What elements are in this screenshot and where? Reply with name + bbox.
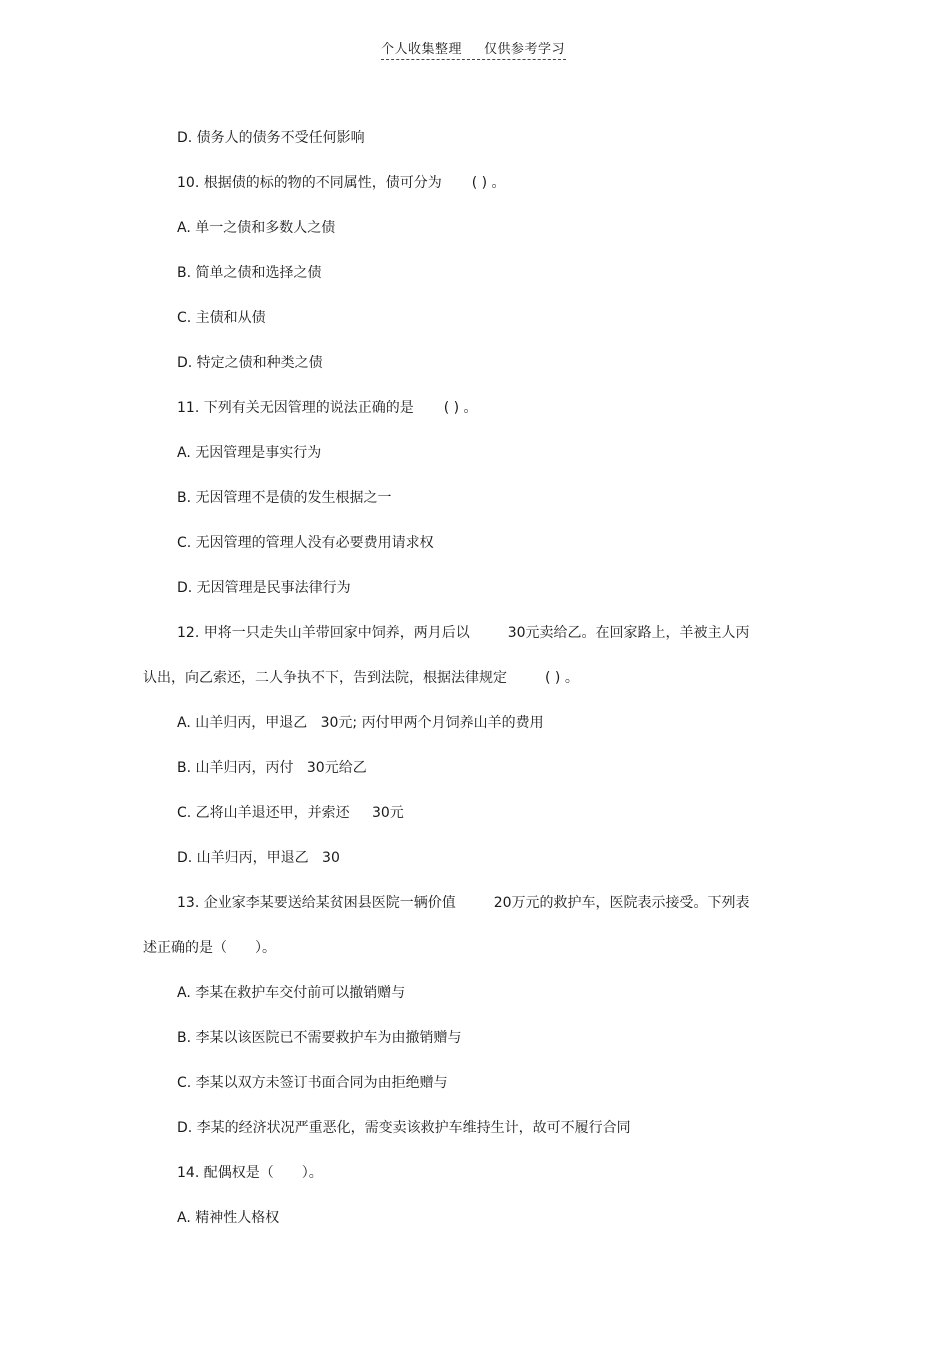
option-13d: D. 李某的经济状况严重恶化，需变卖该救护车维持生计，故可不履行合同 xyxy=(177,1120,631,1136)
option-10c: C. 主债和从债 xyxy=(177,310,266,326)
option-12c: C. 乙将山羊退还甲，并索还 30元 xyxy=(177,805,404,821)
option-10b: B. 简单之债和选择之债 xyxy=(177,265,322,281)
question-13-line2: 述正确的是（ ）。 xyxy=(143,940,276,956)
question-12-line2: 认出，向乙索还，二人争执不下，告到法院，根据法律规定 ( ) 。 xyxy=(143,670,579,686)
page-header xyxy=(381,38,566,60)
option-12a: A. 山羊归丙，甲退乙 30元; 丙付甲两个月饲养山羊的费用 xyxy=(177,715,544,731)
option-10a: A. 单一之债和多数人之债 xyxy=(177,220,336,236)
option-14a: A. 精神性人格权 xyxy=(177,1210,280,1226)
option-13b: B. 李某以该医院已不需要救护车为由撤销赠与 xyxy=(177,1030,462,1046)
question-13-line1: 13. 企业家李某要送给某贫困县医院一辆价值 20万元的救护车，医院表示接受。下列表 xyxy=(177,895,750,911)
option-11a: A. 无因管理是事实行为 xyxy=(177,445,322,461)
question-10: 10. 根据债的标的物的不同属性，债可分为 ( ) 。 xyxy=(177,175,506,191)
option-13c: C. 李某以双方未签订书面合同为由拒绝赠与 xyxy=(177,1075,448,1091)
option-12b: B. 山羊归丙，丙付 30元给乙 xyxy=(177,760,367,776)
option-9d: D. 债务人的债务不受任何影响 xyxy=(177,130,365,146)
header-right-text: 仅供参考学习 xyxy=(484,42,566,57)
option-13a: A. 李某在救护车交付前可以撤销赠与 xyxy=(177,985,406,1001)
option-10d: D. 特定之债和种类之债 xyxy=(177,355,323,371)
option-11b: B. 无因管理不是债的发生根据之一 xyxy=(177,490,392,506)
question-12-line1: 12. 甲将一只走失山羊带回家中饲养，两月后以 30元卖给乙。在回家路上，羊被主人丙 xyxy=(177,625,750,641)
question-11: 11. 下列有关无因管理的说法正确的是 ( ) 。 xyxy=(177,400,478,416)
option-12d: D. 山羊归丙，甲退乙 30 xyxy=(177,850,340,866)
option-11d: D. 无因管理是民事法律行为 xyxy=(177,580,351,596)
question-14: 14. 配偶权是（ ）。 xyxy=(177,1165,323,1181)
option-11c: C. 无因管理的管理人没有必要费用请求权 xyxy=(177,535,434,551)
header-left-text: 个人收集整理 xyxy=(381,42,463,57)
